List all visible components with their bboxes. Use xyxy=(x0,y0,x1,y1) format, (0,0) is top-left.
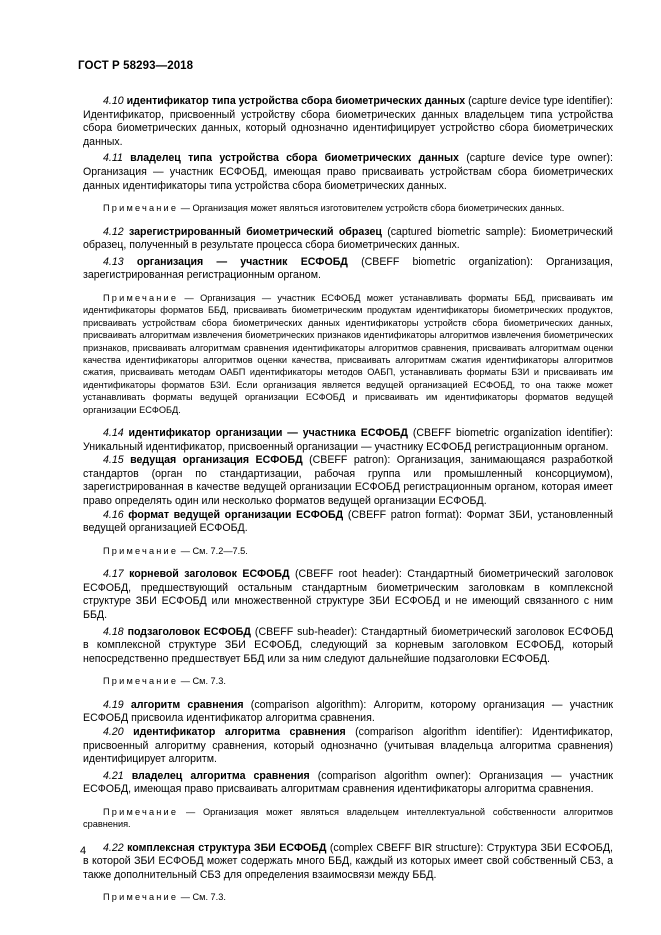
note-4-22 xyxy=(83,891,613,903)
term-name: алгоритм сравнения xyxy=(130,698,244,711)
note-4-18 xyxy=(83,675,613,687)
term-name: владелец алгоритма сравнения xyxy=(131,769,310,782)
note-label: Примечание xyxy=(103,676,179,687)
term-name: ведущая организация ЕСФОБД xyxy=(130,454,303,467)
note-text: См. 7.3. xyxy=(192,892,226,903)
note-label: Примечание xyxy=(103,806,179,817)
term-name: корневой заголовок ЕСФОБД xyxy=(129,568,290,581)
note-dash: — xyxy=(184,292,194,303)
note-4-21 xyxy=(83,806,613,831)
term-number: 4.19 xyxy=(103,698,124,711)
term-definition: (CBEFF patron): Организация, занимающаяся разработкой стандартов (орган по стандартизации, рабочая группа или промышленный консорциумом), зарегистрированная в качестве ведущей организации ЕСФОБД регистрационным органом, которая имеет право определять один или несколько форматов ведущей организации ЕСФОБД. xyxy=(83,454,613,507)
note-text: Организация может являться изготовителем устройств сбора биометрических данных. xyxy=(192,203,565,214)
standard-code: ГОСТ Р 58293—2018 xyxy=(78,60,194,72)
term-number: 4.22 xyxy=(103,841,124,854)
term-name: зарегистрированный биометрический образец xyxy=(128,225,382,238)
term-definition: (CBEFF biometric organization identifier): Уникальный идентификатор, присвоенный организации — участнику ЕСФОБД регистрационным органом. xyxy=(83,427,613,453)
term-name: идентификатор типа устройства сбора биометрических данных xyxy=(126,95,466,107)
term-number: 4.16 xyxy=(103,508,124,521)
definitions-content xyxy=(83,95,613,904)
note-label: Примечание xyxy=(103,892,179,903)
term-4-21 xyxy=(83,770,613,797)
note-dash: — xyxy=(180,203,190,214)
page-number: 4 xyxy=(80,845,87,857)
term-name: подзаголовок ЕСФОБД xyxy=(127,625,251,638)
term-number: 4.15 xyxy=(103,454,124,467)
term-definition: (comparison algorithm identifier): Идентификатор, присвоенный алгоритму сравнения, который однозначно (учитывая владельца алгоритма сравнения) идентифицирует алгоритм. xyxy=(83,725,613,766)
term-name: идентификатор организации — участника ЕСФОБД xyxy=(128,427,408,439)
term-4-16 xyxy=(83,509,613,536)
term-definition: (comparison algorithm): Алгоритм, которому организация — участник ЕСФОБД присвоила идентификатор алгоритма сравнения. xyxy=(83,698,613,725)
term-definition: (captured biometric sample): Биометрический образец, полученный в результате процесса сбора биометрических данных. xyxy=(83,225,613,252)
term-definition: (capture device type identifier): Идентификатор, присвоенный устройству сбора биометрических данных владельцем типа устройства сбора биометрических данных, который однозначно идентифицирует устройство сбора биометрических данных. xyxy=(83,95,613,148)
term-4-15 xyxy=(83,454,613,508)
note-text: См. 7.3. xyxy=(192,676,226,687)
term-number: 4.20 xyxy=(103,725,124,738)
term-definition: (CBEFF sub-header): Стандартный биометрический заголовок ЕСФОБД в комплексной структуре ЗБИ ЕСФОБД, следующий за корневым заголовком ЕСФОБД, который непосредственно предшествует ББД или за ним следуют дальнейшие подзаголовки ЕСФОБД. xyxy=(83,625,613,665)
term-number: 4.10 xyxy=(103,95,124,107)
note-text: Организация может являться владельцем интеллектуальной собственности алгоритмов сравнения. xyxy=(83,806,613,830)
note-4-11 xyxy=(83,202,613,214)
term-definition: (comparison algorithm owner): Организация — участник ЕСФОБД, имеющая право присваивать алгоритмам сравнения идентификаторы алгоритма сравнения. xyxy=(83,769,613,796)
term-4-14 xyxy=(83,427,613,454)
note-label: Примечание xyxy=(103,292,179,303)
term-name: комплексная структура ЗБИ ЕСФОБД xyxy=(127,841,327,854)
term-definition: (complex CBEFF BIR structure): Структура ЗБИ ЕСФОБД, в которой ЗБИ ЕСФОБД может содержать много ББД, каждый из которых имеет свой собственный СБЗ, а также дополнительный СБЗ для определения взаимосвязи между ББД. xyxy=(83,841,613,881)
term-definition: (CBEFF biometric organization): Организация, зарегистрированная регистрационным органом. xyxy=(83,255,613,282)
term-4-12 xyxy=(83,226,613,253)
term-definition: (CBEFF root header): Стандартный биометрический заголовок ЕСФОБД, предшествующий остальным стандартным биометрическим заголовкам в комплексной структуре ЗБИ ЕСФОБД или множественной структуре ЗБИ ЕСФОБД и не имеющий связанного с ним ББД. xyxy=(83,568,613,621)
term-definition: (capture device type owner): Организация — участник ЕСФОБД, имеющая право присваивать устройствам сбора биометрических данных идентификаторы типа устройства сбора биометрических данных. xyxy=(83,152,614,192)
term-4-17 xyxy=(83,568,613,622)
term-4-13 xyxy=(83,256,613,283)
note-dash: — xyxy=(185,806,196,817)
term-name: владелец типа устройства сбора биометрических данных xyxy=(130,152,459,165)
term-4-10 xyxy=(83,95,613,149)
term-name: организация — участник ЕСФОБД xyxy=(136,255,348,268)
note-label: Примечание xyxy=(103,203,179,214)
term-4-18 xyxy=(83,626,613,667)
term-number: 4.17 xyxy=(103,568,124,581)
term-4-20 xyxy=(83,726,613,767)
term-number: 4.14 xyxy=(103,427,124,439)
term-number: 4.13 xyxy=(103,255,124,268)
note-text: См. 7.2—7.5. xyxy=(192,545,248,556)
term-4-11 xyxy=(83,152,613,193)
note-4-16 xyxy=(83,545,613,557)
note-dash: — xyxy=(180,892,190,903)
note-label: Примечание xyxy=(103,545,179,556)
term-name: идентификатор алгоритма сравнения xyxy=(133,725,346,738)
note-text: Организация — участник ЕСФОБД может устанавливать форматы ББД, присваивать им идентификаторы форматов ББД, присваивать биометрическим продуктам идентификаторы биометрических продуктов, присваивать устройствам сбора биометрических данных идентификаторы устройств сбора биометрических данных, присваивать алгоритмам извлечения биометрических признаков идентификаторы алгоритмов извлечения биометрических признаков, присваивать алгоритмам сравнения идентификаторы алгоритмов сравнения, присваивать алгоритмам оценки качества идентификаторы алгоритмов оценки качества, присваивать алгоритмам сжатия идентификаторы алгоритмов сжатия, присваивать методам ОАБП идентификаторы методов ОАБП, устанавливать форматы БЗИ и присваивать им идентификаторы форматов БЗИ. Если организация является ведущей организацией ЕСФОБД, то она также может устанавливать форматы ведущей организации ЕСФОБД и присваивать им идентификаторы форматов ведущей организации ЕСФОБД. xyxy=(83,292,613,415)
note-dash: — xyxy=(180,545,190,556)
term-number: 4.18 xyxy=(103,625,124,638)
term-number: 4.11 xyxy=(103,152,123,165)
term-4-22 xyxy=(83,842,613,883)
term-number: 4.21 xyxy=(103,769,124,782)
note-4-13 xyxy=(83,292,613,416)
note-dash: — xyxy=(180,676,190,687)
term-name: формат ведущей организации ЕСФОБД xyxy=(128,508,344,521)
term-definition: (CBEFF patron format): Формат ЗБИ, установленный ведущей организацией ЕСФОБД. xyxy=(83,508,614,535)
term-number: 4.12 xyxy=(103,225,124,238)
term-4-19 xyxy=(83,699,613,726)
